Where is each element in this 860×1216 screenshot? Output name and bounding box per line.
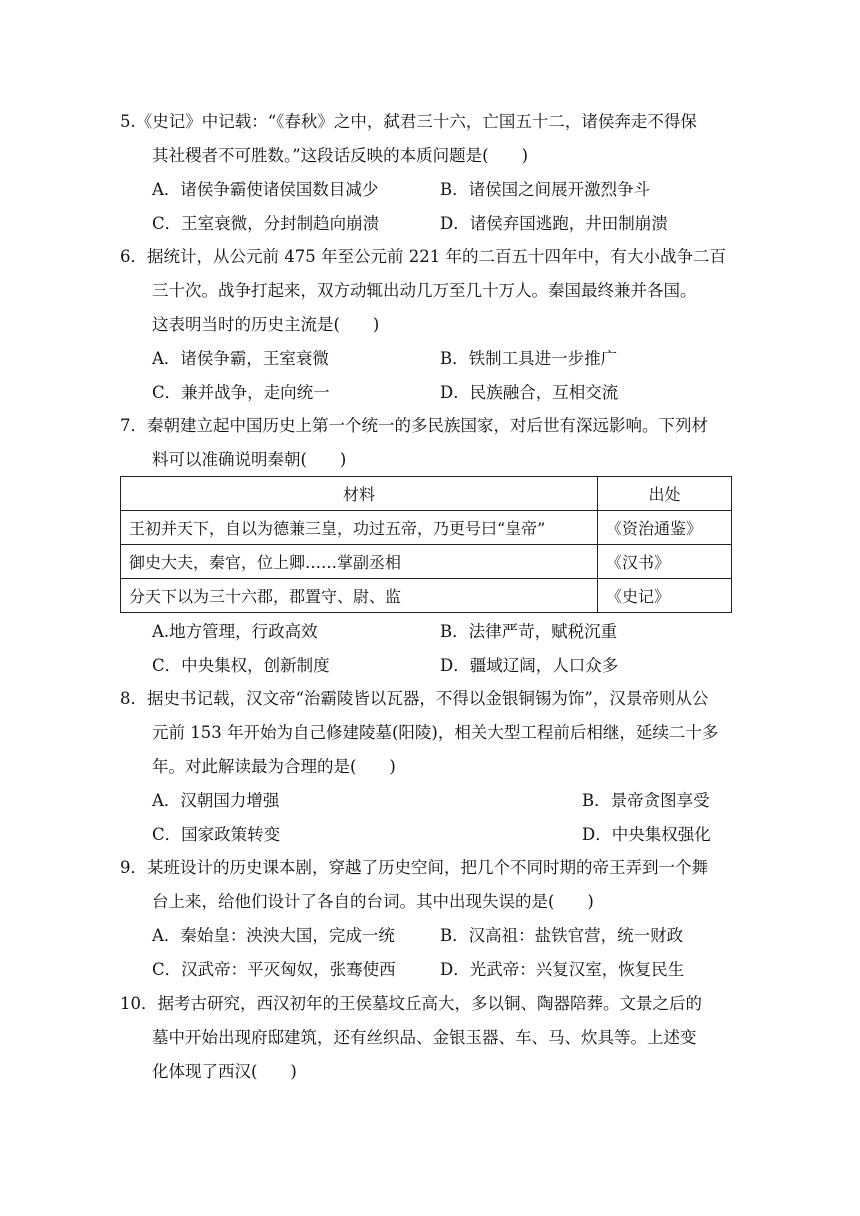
table-header-row — [121, 477, 732, 511]
table-header-material: 材料 — [121, 477, 598, 511]
question-7-option-d[interactable]: D．疆域辽阔，人口众多 — [440, 656, 619, 675]
question-8-stem-line-1: 8．据史书记载，汉文帝“治霸陵皆以瓦器，不得以金银铜锡为饰”，汉景帝则从公 — [120, 689, 709, 708]
question-5-option-c[interactable]: C．王室衰微，分封制趋向崩溃 — [152, 214, 380, 233]
question-5-stem-line-2: 其社稷者不可胜数。”这段话反映的本质问题是( ) — [152, 146, 529, 165]
question-7-stem-line-2: 料可以准确说明秦朝( ) — [152, 450, 347, 469]
question-10-stem-line-3: 化体现了西汉( ) — [152, 1062, 297, 1081]
table-cell-source: 《史记》 — [597, 579, 731, 613]
question-6-option-b[interactable]: B．铁制工具进一步推广 — [440, 349, 618, 368]
question-6-option-a[interactable]: A．诸侯争霸，王室衰微 — [152, 349, 329, 368]
question-8-option-a[interactable]: A．汉朝国力增强 — [152, 791, 280, 810]
question-5-option-b[interactable]: B．诸侯国之间展开激烈争斗 — [440, 180, 651, 199]
question-6-option-c[interactable]: C．兼并战争，走向统一 — [152, 383, 330, 402]
question-9-option-d[interactable]: D．光武帝：兴复汉室，恢复民生 — [440, 960, 685, 979]
table-cell-source: 《资治通鉴》 — [597, 511, 731, 545]
question-8-stem-line-3: 年。对此解读最为合理的是( ) — [152, 757, 396, 776]
question-5-stem-line-1: 5.《史记》中记载：“《春秋》之中，弑君三十六，亡国五十二，诸侯奔走不得保 — [120, 112, 697, 131]
question-9-option-a[interactable]: A．秦始皇：泱泱大国，完成一统 — [152, 926, 395, 945]
question-7-option-b[interactable]: B．法律严苛，赋税沉重 — [440, 622, 618, 641]
question-6-stem-line-2: 三十次。战争打起来，双方动辄出动几万至几十万人。秦国最终兼并各国。 — [152, 281, 697, 300]
question-6-stem-line-1: 6．据统计，从公元前 475 年至公元前 221 年的二百五十四年中，有大小战争二百 — [120, 247, 726, 266]
source-table — [120, 476, 732, 613]
question-9-option-b[interactable]: B．汉高祖：盐铁官营，统一财政 — [440, 926, 684, 945]
question-7-option-a[interactable]: A.地方管理，行政高效 — [152, 622, 318, 641]
question-7-stem-line-1: 7．秦朝建立起中国历史上第一个统一的多民族国家，对后世有深远影响。下列材 — [120, 416, 708, 435]
question-6-option-d[interactable]: D．民族融合，互相交流 — [440, 383, 619, 402]
table-cell-source: 《汉书》 — [597, 545, 731, 579]
question-5-option-d[interactable]: D．诸侯弃国逃跑，井田制崩溃 — [440, 214, 668, 233]
question-10-stem-line-1: 10．据考古研究，西汉初年的王侯墓坟丘高大，多以铜、陶器陪葬。文景之后的 — [120, 994, 702, 1013]
question-8-stem-line-2: 元前 153 年开始为自己修建陵墓(阳陵)，相关大型工程前后相继，延续二十多 — [152, 723, 719, 742]
question-8-option-b[interactable]: B．景帝贪图享受 — [582, 791, 710, 810]
table-header-source: 出处 — [597, 477, 731, 511]
question-9-option-c[interactable]: C．汉武帝：平灭匈奴，张骞使西 — [152, 960, 396, 979]
question-8-option-d[interactable]: D．中央集权强化 — [582, 825, 711, 844]
table-row — [121, 579, 732, 613]
question-10-stem-line-2: 墓中开始出现府邸建筑，还有丝织品、金银玉器、车、马、炊具等。上述变 — [152, 1028, 697, 1047]
question-6-stem-line-3: 这表明当时的历史主流是( ) — [152, 315, 380, 334]
table-cell-material: 分天下以为三十六郡，郡置守、尉、监 — [121, 579, 598, 613]
table-cell-material: 王初并天下，自以为德兼三皇，功过五帝，乃更号曰“皇帝” — [121, 511, 598, 545]
question-5-option-a[interactable]: A．诸侯争霸使诸侯国数目减少 — [152, 180, 379, 199]
table-row — [121, 511, 732, 545]
question-9-stem-line-2: 台上来，给他们设计了各自的台词。其中出现失误的是( ) — [152, 892, 594, 911]
question-7-option-c[interactable]: C．中央集权，创新制度 — [152, 656, 330, 675]
table-cell-material: 御史大夫，秦官，位上卿……掌副丞相 — [121, 545, 598, 579]
question-8-option-c[interactable]: C．国家政策转变 — [152, 825, 281, 844]
question-9-stem-line-1: 9．某班设计的历史课本剧，穿越了历史空间，把几个不同时期的帝王弄到一个舞 — [120, 858, 708, 877]
table-row — [121, 545, 732, 579]
